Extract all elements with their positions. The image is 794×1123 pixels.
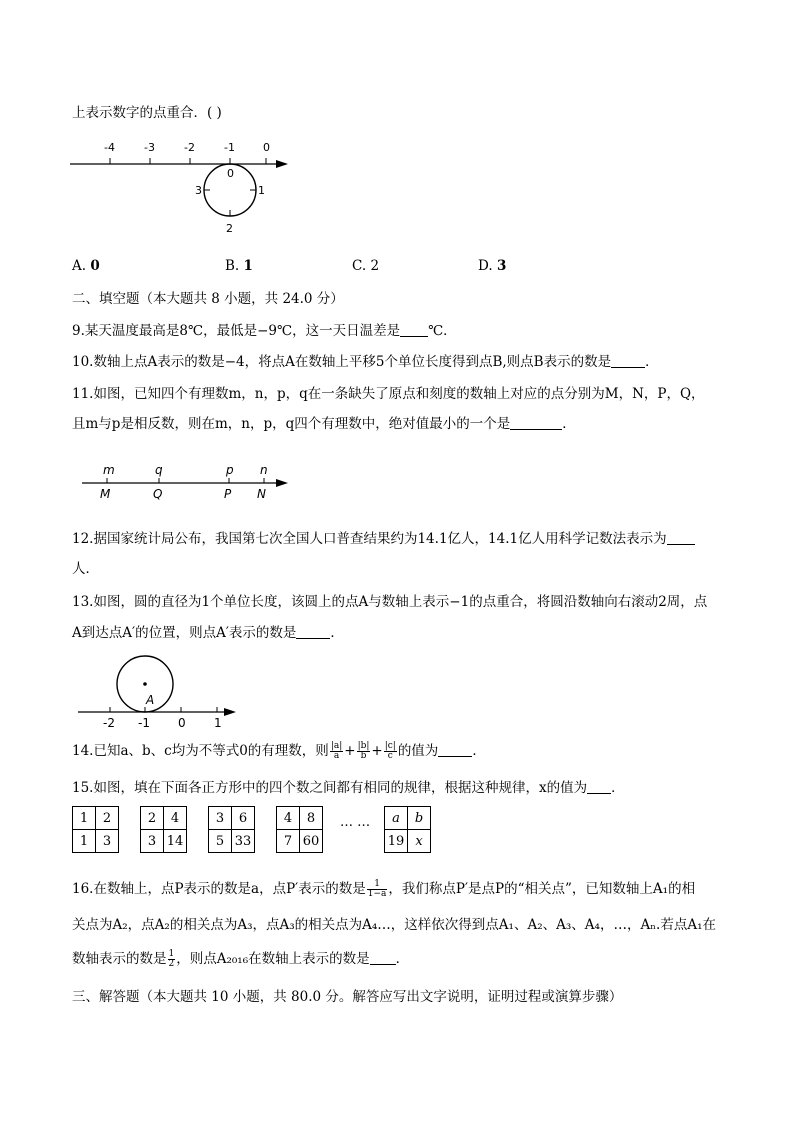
question-11-line1: 11.如图，已知四个有理数m，n，p，q在一条缺失了原点和刻度的数轴上对应的点分别为M，N，P，Q， bbox=[72, 386, 705, 402]
q13-tick-label: 1 bbox=[214, 716, 222, 730]
q13-tick-label: -1 bbox=[138, 716, 150, 730]
number-grid-4: 4 8 7 60 bbox=[276, 806, 323, 853]
label-N: N bbox=[257, 487, 266, 501]
q8-number-line-figure bbox=[60, 134, 310, 244]
section-2-heading: 二、填空题（本大题共 8 小题，共 24.0 分） bbox=[72, 291, 344, 307]
q8-tick-label: -4 bbox=[104, 141, 115, 154]
question-12-line1: 12.据国家统计局公布，我国第七次全国人口普查结果约为14.1亿人，14.1亿人用科学记数法表示为 bbox=[72, 530, 695, 548]
number-grid-3: 3 6 5 33 bbox=[208, 806, 255, 853]
q8-tick-label: 0 bbox=[263, 141, 270, 154]
question-12-line2: 人． bbox=[72, 561, 99, 577]
point-A-label: A bbox=[146, 693, 155, 707]
q8-text: 上表示数字的点重合．( ) bbox=[72, 105, 222, 121]
label-m: m bbox=[103, 463, 115, 477]
q13-tick-label: -2 bbox=[103, 716, 115, 730]
question-13-line2: A到达点A′的位置，则点A′表示的数是 ． bbox=[72, 625, 344, 641]
label-q: q bbox=[155, 463, 163, 477]
option-b[interactable]: B. 1 bbox=[225, 258, 253, 274]
question-13-line1: 13.如图，圆的直径为1个单位长度，该圆上的点A与数轴上表示−1的点重合，将圆沿数轴向右滚动2周，点 bbox=[72, 594, 708, 610]
label-n: n bbox=[260, 463, 268, 477]
fraction-one-half: $\frac{1}{2}$ bbox=[168, 949, 175, 969]
q8-tick-label: -2 bbox=[184, 141, 195, 154]
q13-tick-label: 0 bbox=[178, 716, 186, 730]
q11-number-line-figure bbox=[76, 458, 306, 504]
circle-label-1: 1 bbox=[258, 184, 265, 197]
q13-number-line-figure bbox=[76, 654, 246, 730]
q8-tick-label: -1 bbox=[224, 141, 235, 154]
question-15: 15.如图，填在下面各正方形中的四个数之间都有相同的规律，根据这种规律，x的值为 ． bbox=[72, 780, 625, 796]
label-Q: Q bbox=[153, 487, 163, 501]
answer-blank bbox=[510, 415, 562, 430]
question-16-line3: 数轴表示的数是 $\frac{1}{2}$ ，则点A₂₀₁₆在数轴上表示的数是 ． bbox=[72, 949, 410, 969]
question-10: 10.数轴上点A表示的数是−4，将点A在数轴上平移5个单位长度得到点B,则点B表示的数是 ． bbox=[72, 354, 659, 370]
section-3-heading: 三、解答题（本大题共 10 小题，共 80.0 分。解答应写出文字说明，证明过程或演算步骤） bbox=[72, 989, 623, 1005]
label-p: p bbox=[226, 463, 234, 477]
answer-blank bbox=[667, 530, 695, 545]
question-9: 9.某天温度最高是8℃，最低是−9℃，这一天日温差是 ℃． bbox=[72, 323, 457, 339]
label-M: M bbox=[100, 487, 111, 501]
option-a[interactable]: A. 0 bbox=[72, 258, 100, 274]
question-14: 14.已知a、b、c均为不等式0的有理数，则 $\frac{|a|}{a}$ + $\frac{|b|}{b}$ + $\frac{|c|}{c}$ 的值为 ． bbox=[72, 741, 486, 761]
answer-blank bbox=[587, 779, 611, 794]
answer-blank bbox=[611, 353, 645, 368]
question-16-line1: 16.在数轴上，点P表示的数是a，点P′表示的数是 $\frac{1}{1-a}$ ，我们称点P′是点P的“相关点”，已知数轴上A₁的相 bbox=[72, 879, 696, 899]
option-d[interactable]: D. 3 bbox=[478, 258, 507, 274]
circle-label-0: 0 bbox=[227, 167, 234, 180]
fraction-b: $\frac{|b|}{b}$ bbox=[357, 741, 370, 761]
number-grid-5: a b 19 x bbox=[384, 806, 431, 853]
question-11-line2: 且m与p是相反数，则在m，n，p，q四个有理数中，绝对值最小的一个是 ． bbox=[72, 416, 576, 432]
fraction-a: $\frac{|a|}{a}$ bbox=[330, 741, 343, 761]
answer-blank bbox=[400, 322, 428, 337]
answer-blank bbox=[370, 950, 396, 965]
option-c[interactable]: C. 2 bbox=[352, 258, 380, 274]
question-16-line2: 关点为A₂，点A₂的相关点为A₃，点A₃的相关点为A₄…，这样依次得到点A₁、A₂、A₃、A₄，…，Aₙ.若点A₁在 bbox=[72, 917, 716, 933]
ellipsis: … … bbox=[340, 815, 371, 830]
answer-blank bbox=[438, 742, 472, 757]
circle-label-2: 2 bbox=[226, 222, 233, 235]
circle-label-3: 3 bbox=[195, 184, 202, 197]
fraction-c: $\frac{|c|}{c}$ bbox=[384, 741, 396, 761]
number-grid-2: 2 4 3 14 bbox=[140, 806, 187, 853]
label-P: P bbox=[224, 487, 232, 501]
number-grid-1: 1 2 1 3 bbox=[72, 806, 119, 853]
q8-tick-label: -3 bbox=[144, 141, 155, 154]
answer-blank bbox=[296, 624, 330, 639]
fraction-1-over-1-minus-a: $\frac{1}{1-a}$ bbox=[367, 879, 387, 899]
